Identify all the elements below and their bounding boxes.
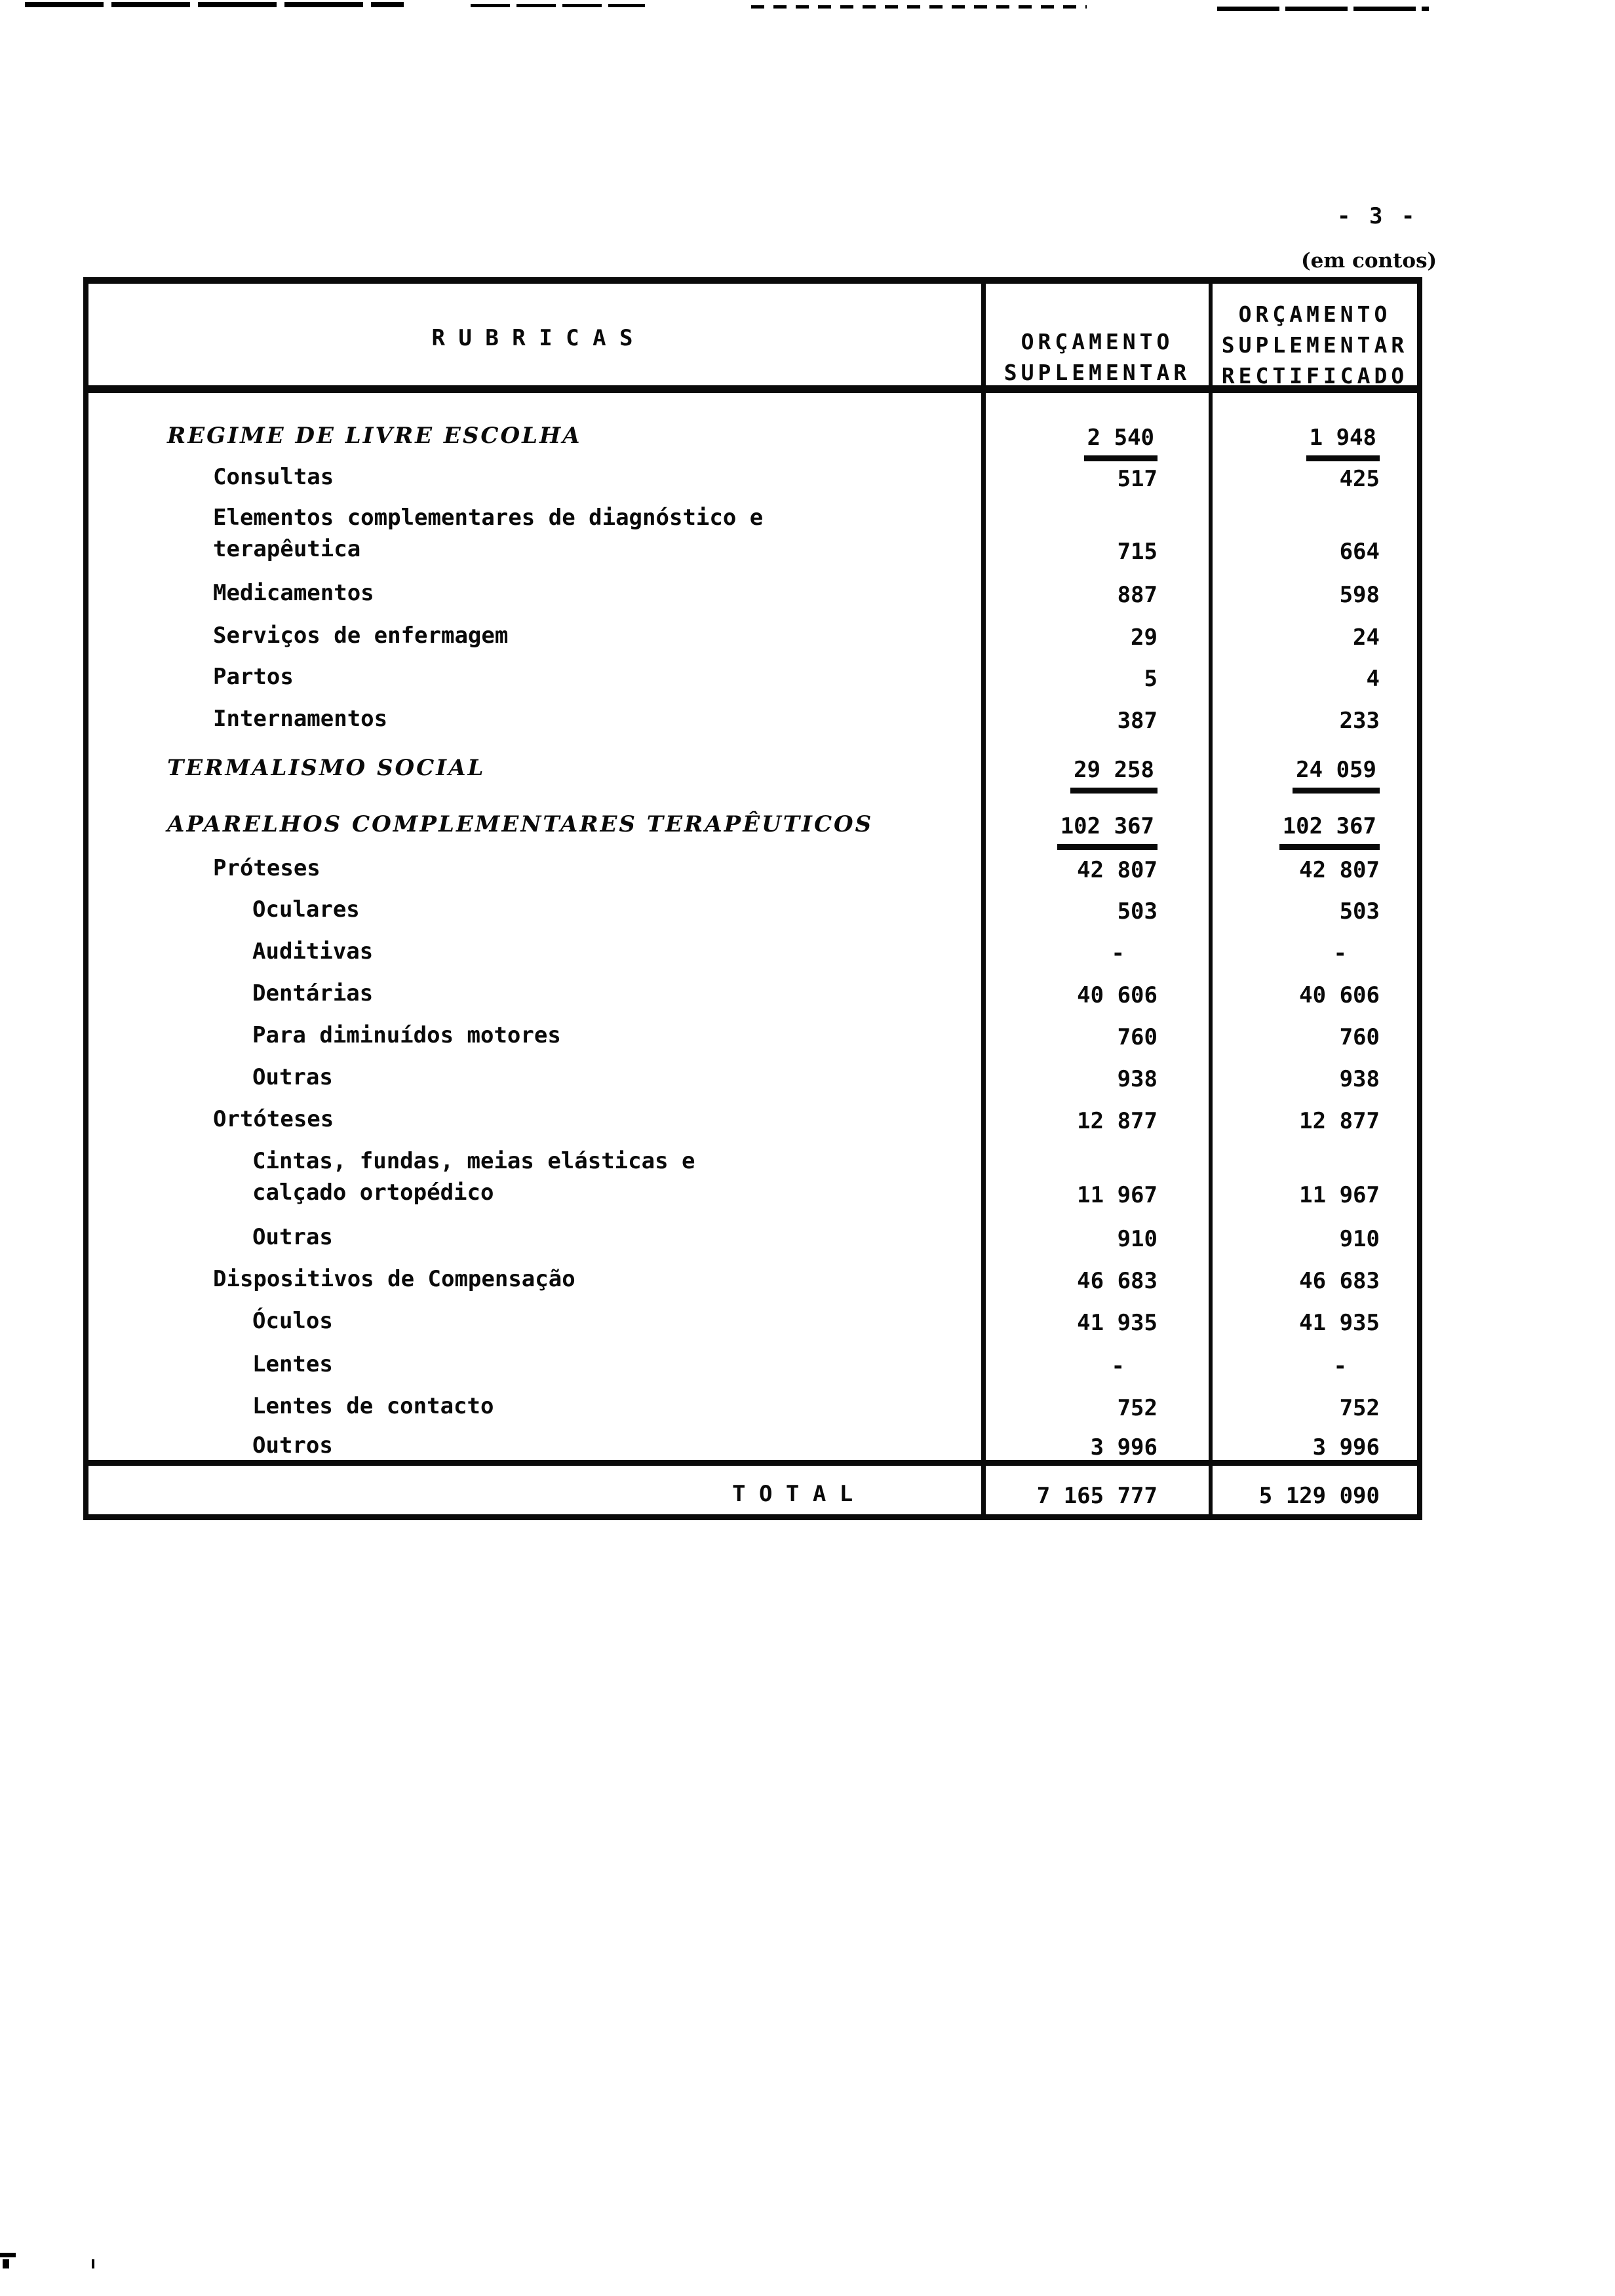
row-label: Internamentos	[213, 706, 388, 732]
budget-table	[83, 277, 1422, 1520]
row-value-rectificado: 664	[1339, 539, 1380, 565]
row-value-suplementar: 715	[1117, 539, 1158, 565]
row-value-rectificado: 24	[1353, 624, 1380, 651]
table-border-bottom	[83, 1514, 1422, 1520]
row-value-rectificado: -	[1333, 940, 1347, 966]
row-value-rectificado: 40 606	[1299, 982, 1380, 1008]
scan-artifact-top-4	[1217, 7, 1429, 11]
row-value-suplementar: 760	[1117, 1024, 1158, 1050]
row-value-suplementar: 29	[1131, 624, 1158, 651]
page-number: - 3 -	[1337, 203, 1418, 229]
row-label-line2: terapêutica	[213, 536, 361, 562]
underlined-value: 102 367	[1057, 813, 1158, 850]
row-value-suplementar	[981, 813, 1158, 850]
row-value-suplementar: 938	[1117, 1066, 1158, 1092]
table-border-top	[83, 277, 1422, 284]
row-value-rectificado: 12 877	[1299, 1108, 1380, 1134]
row-value-suplementar: 12 877	[1077, 1108, 1158, 1134]
row-value-rectificado: 910	[1339, 1226, 1380, 1252]
row-label: Oculares	[252, 896, 360, 923]
total-label: T O T A L	[732, 1481, 853, 1507]
scan-artifact-top-2	[471, 4, 645, 7]
row-value-rectificado: -	[1333, 1353, 1347, 1379]
header-line: ORÇAMENTO	[1238, 301, 1391, 327]
row-label: Próteses	[213, 855, 321, 881]
row-value-rectificado	[1213, 813, 1380, 850]
header-line: ORÇAMENTO	[1021, 329, 1174, 354]
row-value-rectificado: 11 967	[1299, 1182, 1380, 1208]
row-label: Lentes	[252, 1351, 333, 1377]
row-label: Consultas	[213, 464, 334, 490]
underlined-value: 1 948	[1306, 425, 1380, 461]
header-line: RECTIFICADO	[1221, 363, 1409, 389]
row-label: Medicamentos	[213, 580, 374, 606]
row-value-rectificado: 42 807	[1299, 857, 1380, 883]
column-header-rubricas: R U B R I C A S	[431, 325, 633, 351]
row-label: Auditivas	[252, 938, 374, 965]
total-value-suplementar: 7 165 777	[1036, 1483, 1158, 1509]
row-value-rectificado	[1213, 425, 1380, 461]
row-value-rectificado: 41 935	[1299, 1310, 1380, 1336]
row-label: Partos	[213, 664, 294, 690]
row-value-rectificado	[1213, 757, 1380, 794]
row-label: Elementos complementares de diagnóstico e	[213, 505, 764, 531]
row-label: TERMALISMO SOCIAL	[167, 755, 486, 781]
row-value-rectificado: 503	[1339, 898, 1380, 925]
row-value-suplementar: 46 683	[1077, 1268, 1158, 1294]
row-label: REGIME DE LIVRE ESCOLHA	[167, 423, 582, 449]
row-value-suplementar: 517	[1117, 466, 1158, 492]
total-value-rectificado: 5 129 090	[1258, 1483, 1380, 1509]
row-label-line2: calçado ortopédico	[252, 1179, 494, 1206]
row-value-rectificado: 938	[1339, 1066, 1380, 1092]
row-value-rectificado: 760	[1339, 1024, 1380, 1050]
row-label: Lentes de contacto	[252, 1393, 494, 1419]
row-value-suplementar	[981, 425, 1158, 461]
row-value-suplementar: 752	[1117, 1395, 1158, 1421]
column-header-orcamento-suplementar-rectificado	[1213, 299, 1417, 391]
scan-artifact-bottom-1	[0, 2253, 16, 2257]
row-value-suplementar: 42 807	[1077, 857, 1158, 883]
row-value-suplementar: 41 935	[1077, 1310, 1158, 1336]
row-value-suplementar: 887	[1117, 582, 1158, 608]
scan-artifact-top-1	[25, 2, 404, 7]
row-value-rectificado: 4	[1366, 666, 1380, 692]
underlined-value: 24 059	[1293, 757, 1380, 794]
row-label: Dentárias	[252, 980, 374, 1006]
row-label: Para diminuídos motores	[252, 1022, 561, 1048]
row-value-suplementar: -	[1111, 940, 1125, 966]
row-label: Outras	[252, 1064, 333, 1090]
table-border-right	[1417, 277, 1422, 1520]
row-value-suplementar: 503	[1117, 898, 1158, 925]
underlined-value: 29 258	[1070, 757, 1158, 794]
row-value-rectificado: 3 996	[1312, 1434, 1380, 1461]
row-label: Dispositivos de Compensação	[213, 1266, 575, 1292]
row-label: Outros	[252, 1432, 333, 1459]
row-value-suplementar: 5	[1144, 666, 1158, 692]
row-value-rectificado: 425	[1339, 466, 1380, 492]
row-value-rectificado: 598	[1339, 582, 1380, 608]
header-line: SUPLEMENTAR	[1221, 332, 1409, 358]
row-label: Serviços de enfermagem	[213, 622, 509, 649]
row-value-suplementar	[981, 757, 1158, 794]
row-value-suplementar: -	[1111, 1353, 1125, 1379]
row-label: Cintas, fundas, meias elásticas e	[252, 1148, 695, 1174]
underlined-value: 2 540	[1084, 425, 1158, 461]
row-value-suplementar: 40 606	[1077, 982, 1158, 1008]
row-value-suplementar: 910	[1117, 1226, 1158, 1252]
row-value-suplementar: 11 967	[1077, 1182, 1158, 1208]
row-label: Ortóteses	[213, 1106, 334, 1132]
row-value-rectificado: 46 683	[1299, 1268, 1380, 1294]
row-value-suplementar: 3 996	[1090, 1434, 1158, 1461]
scan-artifact-top-3	[751, 5, 1087, 9]
total-separator	[83, 1460, 1422, 1466]
row-label: Óculos	[252, 1308, 333, 1334]
row-label: APARELHOS COMPLEMENTARES TERAPÊUTICOS	[167, 811, 874, 837]
table-border-left	[83, 277, 88, 1520]
row-value-rectificado: 233	[1339, 708, 1380, 734]
row-label: Outras	[252, 1224, 333, 1250]
row-value-suplementar: 387	[1117, 708, 1158, 734]
scan-artifact-bottom-2	[3, 2259, 9, 2268]
column-header-orcamento-suplementar	[986, 326, 1209, 388]
underlined-value: 102 367	[1279, 813, 1380, 850]
unit-label: (em contos)	[1301, 249, 1437, 273]
row-value-rectificado: 752	[1339, 1395, 1380, 1421]
scan-artifact-bottom-3	[92, 2259, 94, 2268]
header-line: SUPLEMENTAR	[1003, 360, 1191, 385]
